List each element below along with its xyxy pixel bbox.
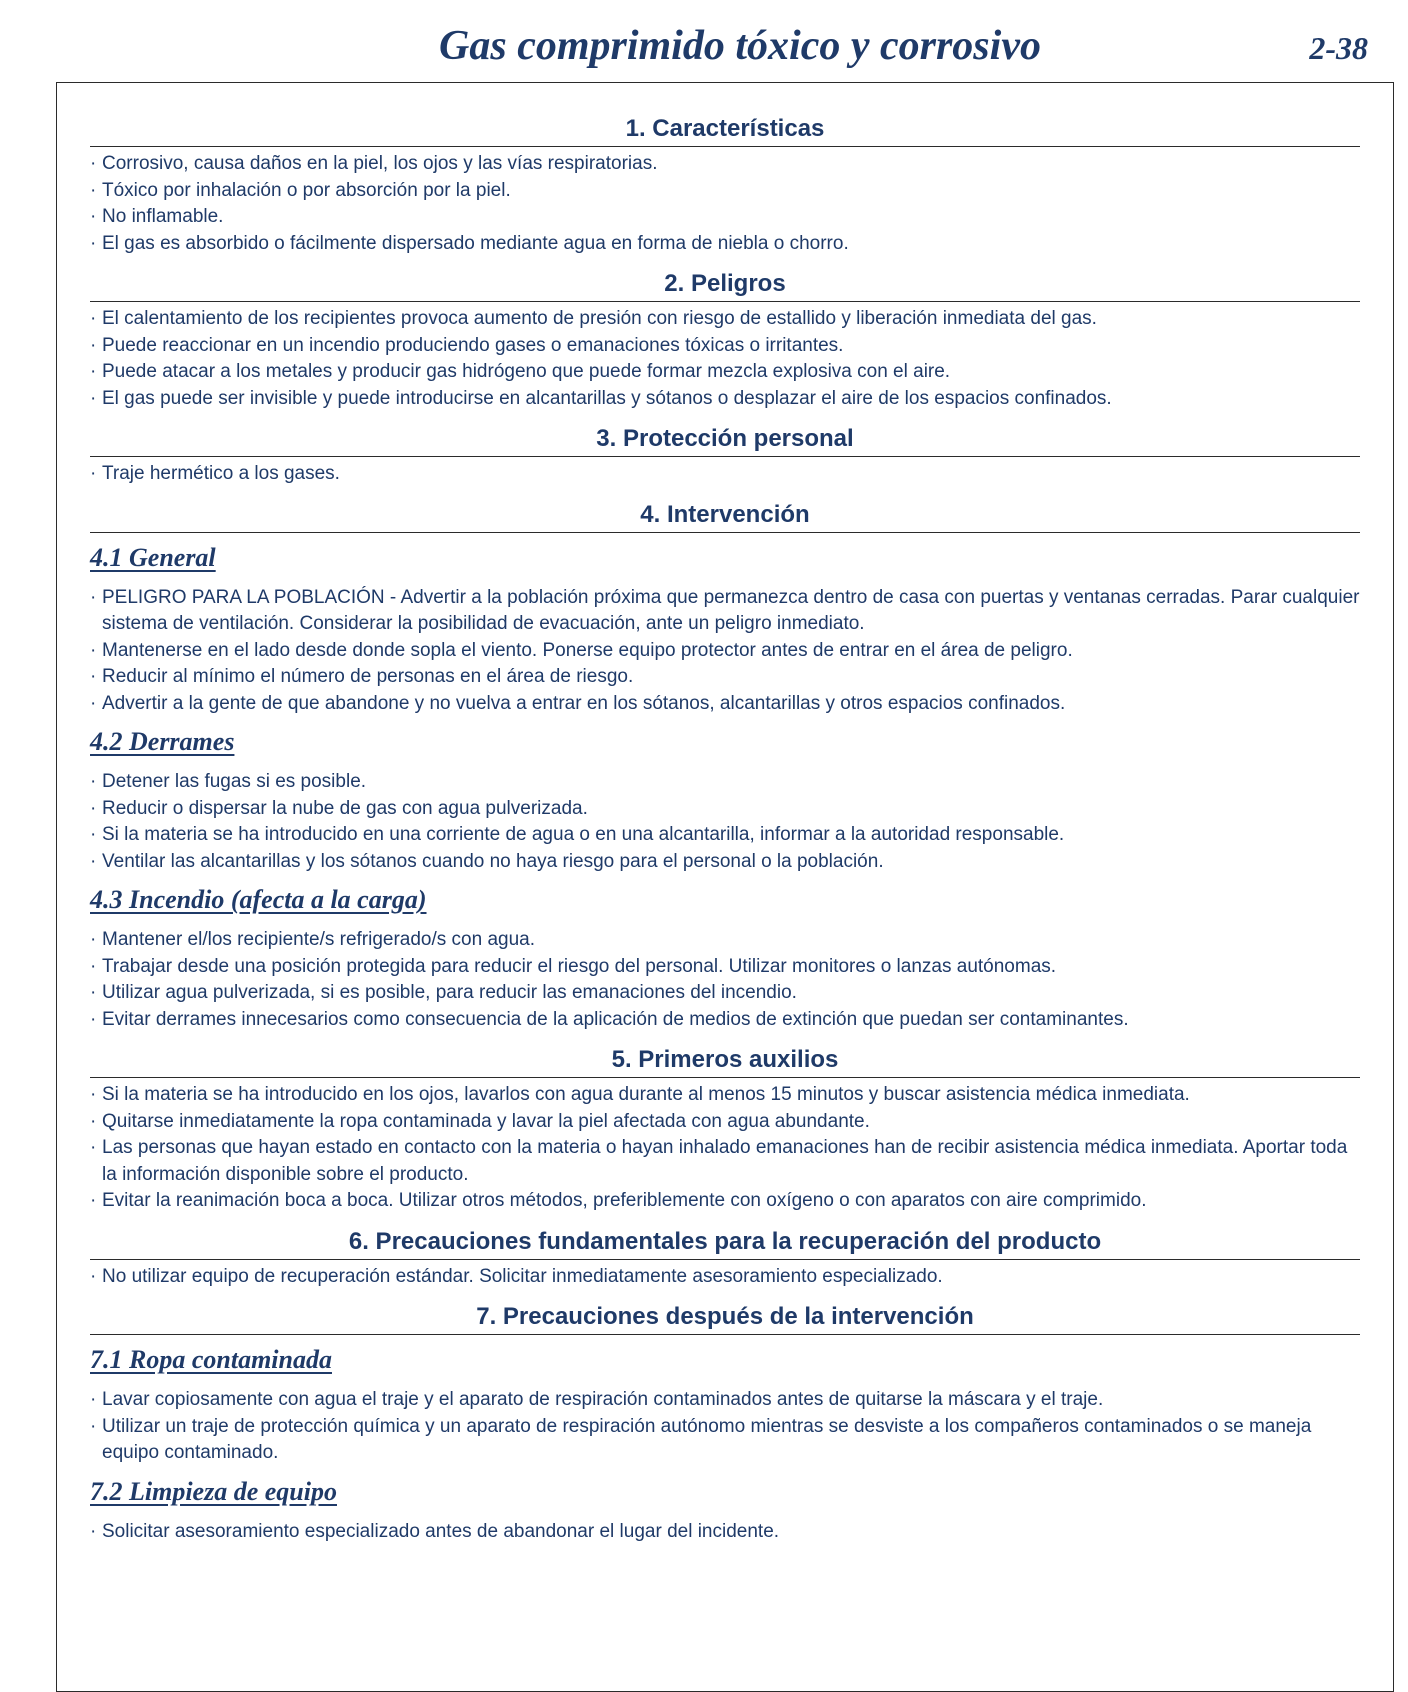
list-item: · El gas es absorbido o fácilmente dispersado mediante agua en forma de niebla o chorro. xyxy=(90,231,1360,258)
list-item: · Detener las fugas si es posible. xyxy=(90,769,1360,796)
subsection-heading: 4.1 General xyxy=(90,542,216,572)
list-item: · Las personas que hayan estado en contacto con la materia o hayan inhalado emanaciones han de recibir asistencia médica inmediata. Aportar toda la información disponible sobre el producto. xyxy=(90,1135,1360,1188)
section-heading: 7. Precauciones después de la intervención xyxy=(90,1302,1360,1335)
section-heading: 3. Protección personal xyxy=(90,424,1360,457)
page-number: 2-38 xyxy=(1309,30,1368,66)
list-item: · Si la materia se ha introducido en los ojos, lavarlos con agua durante al menos 15 minutos y buscar asistencia médica inmediata. xyxy=(90,1082,1360,1109)
list-item: · Reducir al mínimo el número de personas en el área de riesgo. xyxy=(90,664,1360,691)
section-4 xyxy=(90,500,1360,1034)
list-item: · Tóxico por inhalación o por absorción por la piel. xyxy=(90,178,1360,205)
subsection xyxy=(90,541,1360,718)
list-item: · Evitar derrames innecesarios como consecuencia de la aplicación de medios de extinción que puedan ser contaminantes. xyxy=(90,1007,1360,1034)
section-1 xyxy=(90,114,1360,257)
section-heading: 4. Intervención xyxy=(90,500,1360,533)
list-item: · Lavar copiosamente con agua el traje y el aparato de respiración contaminados antes de quitarse la máscara y el traje. xyxy=(90,1387,1360,1414)
list-item: · Mantener el/los recipiente/s refrigerado/s con agua. xyxy=(90,927,1360,954)
list-item: · Utilizar un traje de protección química y un aparato de respiración autónomo mientras se desviste a los compañeros contaminados o se maneja equipo contaminado. xyxy=(90,1414,1360,1467)
list-item: · Reducir o dispersar la nube de gas con agua pulverizada. xyxy=(90,796,1360,823)
bullet-list xyxy=(90,151,1360,257)
subsection-heading: 7.1 Ropa contaminada xyxy=(90,1345,332,1374)
page-title: Gas comprimido tóxico y corrosivo xyxy=(439,23,1041,69)
bullet-list xyxy=(90,1082,1360,1215)
bullet-list xyxy=(90,306,1360,412)
bullet-list xyxy=(90,1387,1360,1467)
list-item: · Corrosivo, causa daños en la piel, los ojos y las vías respiratorias. xyxy=(90,151,1360,178)
section-7 xyxy=(90,1302,1360,1545)
section-heading: 1. Características xyxy=(90,114,1360,147)
list-item: · PELIGRO PARA LA POBLACIÓN - Advertir a la población próxima que permanezca dentro de casa con puertas y ventanas cerradas. Parar cualquier sistema de ventilación. Considerar la posibilidad de evacuación, ante un peligro inmediato. xyxy=(90,585,1360,638)
subsection-heading: 7.2 Limpieza de equipo xyxy=(90,1476,337,1506)
bullet-list xyxy=(90,769,1360,875)
list-item: · Solicitar asesoramiento especializado antes de abandonar el lugar del incidente. xyxy=(90,1519,1360,1546)
subsection-heading: 4.2 Derrames xyxy=(90,727,235,756)
list-item: · No utilizar equipo de recuperación estándar. Solicitar inmediatamente asesoramiento especializado. xyxy=(90,1264,1360,1291)
bullet-list xyxy=(90,1264,1360,1291)
list-item: · No inflamable. xyxy=(90,204,1360,231)
list-item: · Evitar la reanimación boca a boca. Utilizar otros métodos, preferiblemente con oxígeno o con aparatos con aire comprimido. xyxy=(90,1188,1360,1215)
bullet-list xyxy=(90,461,1360,488)
list-item: · Quitarse inmediatamente la ropa contaminada y lavar la piel afectada con agua abundante. xyxy=(90,1109,1360,1136)
list-item: · Ventilar las alcantarillas y los sótanos cuando no haya riesgo para el personal o la población. xyxy=(90,849,1360,876)
bullet-list xyxy=(90,1519,1360,1546)
section-3 xyxy=(90,424,1360,488)
list-item: · Utilizar agua pulverizada, si es posible, para reducir las emanaciones del incendio. xyxy=(90,980,1360,1007)
section-6 xyxy=(90,1227,1360,1291)
subsection xyxy=(90,883,1360,1033)
bullet-list xyxy=(90,585,1360,718)
list-item: · Puede reaccionar en un incendio produciendo gases o emanaciones tóxicas o irritantes. xyxy=(90,333,1360,360)
bullet-list xyxy=(90,927,1360,1033)
document-body xyxy=(90,114,1360,1557)
section-heading: 2. Peligros xyxy=(90,269,1360,302)
section-5 xyxy=(90,1045,1360,1215)
list-item: · Mantenerse en el lado desde donde sopla el viento. Ponerse equipo protector antes de entrar en el área de peligro. xyxy=(90,638,1360,665)
section-heading: 5. Primeros auxilios xyxy=(90,1045,1360,1078)
list-item: · Puede atacar a los metales y producir gas hidrógeno que puede formar mezcla explosiva con el aire. xyxy=(90,359,1360,386)
section-heading: 6. Precauciones fundamentales para la recuperación del producto xyxy=(90,1227,1360,1260)
section-2 xyxy=(90,269,1360,412)
list-item: · Si la materia se ha introducido en una corriente de agua o en una alcantarilla, informar a la autoridad responsable. xyxy=(90,822,1360,849)
subsection xyxy=(90,725,1360,875)
subsection xyxy=(90,1475,1360,1546)
list-item: · Advertir a la gente de que abandone y no vuelva a entrar en los sótanos, alcantarillas y otros espacios confinados. xyxy=(90,691,1360,718)
subsection xyxy=(90,1343,1360,1467)
list-item: · Trabajar desde una posición protegida para reducir el riesgo del personal. Utilizar monitores o lanzas autónomas. xyxy=(90,954,1360,981)
list-item: · Traje hermético a los gases. xyxy=(90,461,1360,488)
list-item: · El calentamiento de los recipientes provoca aumento de presión con riesgo de estallido y liberación inmediata del gas. xyxy=(90,306,1360,333)
list-item: · El gas puede ser invisible y puede introducirse en alcantarillas y sótanos o desplazar el aire de los espacios confinados. xyxy=(90,386,1360,413)
subsection-heading: 4.3 Incendio (afecta a la carga) xyxy=(90,885,427,914)
